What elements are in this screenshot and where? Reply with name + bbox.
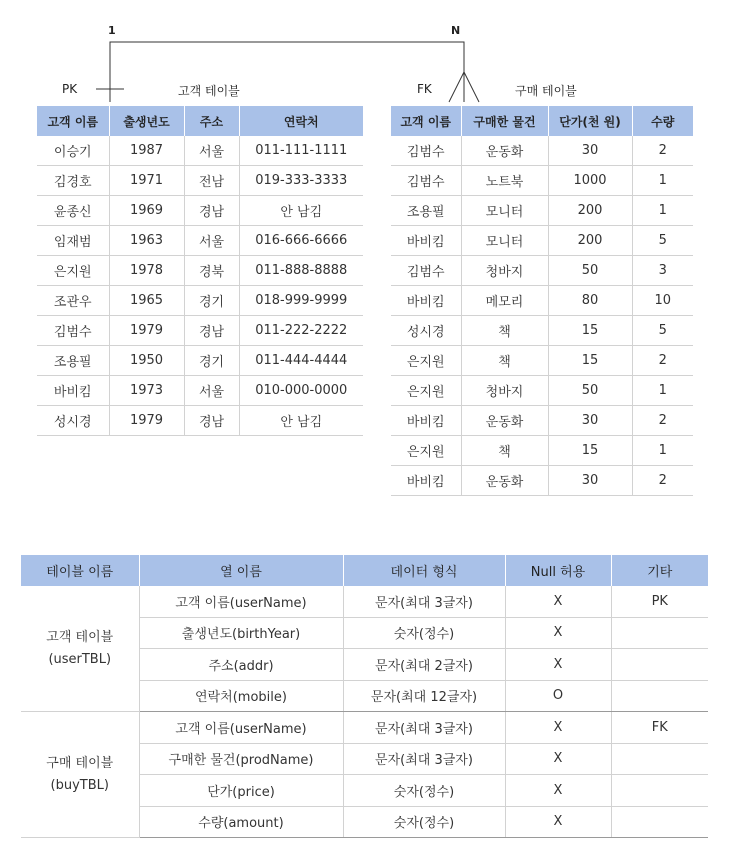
table-row (37, 166, 363, 196)
table-cell: 숫자(정수) (343, 617, 505, 649)
column-header: 기타 (611, 555, 708, 586)
table-cell: 바비킴 (391, 466, 461, 496)
table-cell: 1987 (109, 136, 184, 166)
table-cell: 3 (632, 256, 693, 286)
table-row (37, 406, 363, 436)
table-cell: 011-888-8888 (239, 256, 363, 286)
table-cell: 15 (548, 436, 632, 466)
table-cell: 숫자(정수) (343, 806, 505, 838)
pk-label: PK (62, 82, 78, 96)
table-cell: 메모리 (461, 286, 548, 316)
table-row (37, 196, 363, 226)
relationship-connector (0, 0, 731, 110)
table-cell: 1979 (109, 316, 184, 346)
table-cell: 1 (632, 166, 693, 196)
table-cell: 50 (548, 376, 632, 406)
column-header: 열 이름 (139, 555, 343, 586)
table-cell: 은지원 (391, 346, 461, 376)
table-cell: 책 (461, 316, 548, 346)
table-cell: 김범수 (391, 136, 461, 166)
crow-foot-right (464, 72, 479, 102)
table-cell: 서울 (184, 226, 239, 256)
table-cell: 이승기 (37, 136, 109, 166)
table-cell: 연락처(mobile) (139, 680, 343, 712)
table-cell: 011-111-1111 (239, 136, 363, 166)
table-cell: 주소(addr) (139, 649, 343, 681)
table-cell: 1978 (109, 256, 184, 286)
table-name-cell (21, 586, 139, 712)
table-cell: 경남 (184, 316, 239, 346)
table-row (391, 436, 693, 466)
table-row (391, 466, 693, 496)
table-cell: 50 (548, 256, 632, 286)
table-cell: PK (611, 586, 708, 617)
table-cell: 1 (632, 196, 693, 226)
table-row (391, 226, 693, 256)
table-cell: 80 (548, 286, 632, 316)
table-cell: 경기 (184, 286, 239, 316)
table-cell: 2 (632, 136, 693, 166)
table-cell: 안 남김 (239, 196, 363, 226)
table-cell (611, 775, 708, 807)
table-cell: 10 (632, 286, 693, 316)
table-cell: 200 (548, 196, 632, 226)
table-cell: 1000 (548, 166, 632, 196)
table-cell: X (505, 586, 611, 617)
table-cell: 은지원 (391, 376, 461, 406)
table-cell: 문자(최대 2글자) (343, 649, 505, 681)
column-header: 테이블 이름 (21, 555, 139, 586)
table-id: (userTBL) (48, 651, 112, 667)
table-name-cell (21, 712, 139, 838)
table-cell: 서울 (184, 376, 239, 406)
customer-table-title: 고객 테이블 (178, 84, 240, 98)
table-cell: 운동화 (461, 406, 548, 436)
table-cell: 1 (632, 436, 693, 466)
table-cell: 문자(최대 3글자) (343, 743, 505, 775)
table-cell: 책 (461, 346, 548, 376)
table-cell: 1 (632, 376, 693, 406)
table-row (391, 406, 693, 436)
table-cell: 019-333-3333 (239, 166, 363, 196)
one-cardinality-label: 1 (108, 24, 116, 37)
table-row (37, 316, 363, 346)
column-header: 수량 (632, 106, 693, 136)
table-cell: 30 (548, 466, 632, 496)
table-cell: 윤종신 (37, 196, 109, 226)
table-cell: 문자(최대 3글자) (343, 586, 505, 617)
table-cell: 모니터 (461, 226, 548, 256)
table-cell: X (505, 712, 611, 744)
table-row (37, 256, 363, 286)
table-header-row (391, 106, 693, 136)
table-cell: 2 (632, 346, 693, 376)
table-cell: 018-999-9999 (239, 286, 363, 316)
table-cell: 1971 (109, 166, 184, 196)
table-cell: 김경호 (37, 166, 109, 196)
table-cell: 단가(price) (139, 775, 343, 807)
table-cell (611, 806, 708, 838)
table-cell: 1963 (109, 226, 184, 256)
table-cell: 고객 이름(userName) (139, 586, 343, 617)
table-row (21, 586, 708, 617)
table-cell: FK (611, 712, 708, 744)
table-cell: 서울 (184, 136, 239, 166)
table-row (37, 226, 363, 256)
schema-table (21, 555, 708, 838)
table-cell: 임재범 (37, 226, 109, 256)
table-header-row (37, 106, 363, 136)
table-cell: 문자(최대 12글자) (343, 680, 505, 712)
table-cell: 1950 (109, 346, 184, 376)
table-cell: 바비킴 (391, 406, 461, 436)
table-cell: 011-444-4444 (239, 346, 363, 376)
column-header: 단가(천 원) (548, 106, 632, 136)
table-cell: 경기 (184, 346, 239, 376)
table-cell (611, 617, 708, 649)
table-cell: 출생년도(birthYear) (139, 617, 343, 649)
table-row (37, 346, 363, 376)
table-cell: 1969 (109, 196, 184, 226)
table-row (391, 376, 693, 406)
table-cell: 2 (632, 466, 693, 496)
table-row (37, 376, 363, 406)
table-row (391, 346, 693, 376)
table-row (37, 136, 363, 166)
table-cell: 안 남김 (239, 406, 363, 436)
table-name: 구매 테이블 (46, 755, 114, 771)
crow-foot-left (449, 72, 464, 102)
table-cell: 김범수 (391, 256, 461, 286)
table-cell: 010-000-0000 (239, 376, 363, 406)
table-cell: 청바지 (461, 376, 548, 406)
table-row (391, 316, 693, 346)
table-cell: 김범수 (391, 166, 461, 196)
table-cell: X (505, 617, 611, 649)
table-cell: 바비킴 (37, 376, 109, 406)
table-name: 고객 테이블 (46, 629, 114, 645)
table-cell: 1979 (109, 406, 184, 436)
table-cell: 은지원 (391, 436, 461, 466)
column-header: 데이터 형식 (343, 555, 505, 586)
table-cell: X (505, 743, 611, 775)
table-header-row (21, 555, 708, 586)
table-row (391, 136, 693, 166)
table-cell: O (505, 680, 611, 712)
table-cell: 15 (548, 316, 632, 346)
column-header: 구매한 물건 (461, 106, 548, 136)
table-cell (611, 743, 708, 775)
customer-table (37, 106, 363, 436)
column-header: 출생년도 (109, 106, 184, 136)
table-cell: 조관우 (37, 286, 109, 316)
table-cell: 경남 (184, 196, 239, 226)
purchase-table-title: 구매 테이블 (515, 84, 577, 98)
table-cell: 2 (632, 406, 693, 436)
table-cell: 조용필 (37, 346, 109, 376)
table-cell: 고객 이름(userName) (139, 712, 343, 744)
table-row (37, 286, 363, 316)
table-cell: 노트북 (461, 166, 548, 196)
table-cell: 5 (632, 316, 693, 346)
table-cell: 016-666-6666 (239, 226, 363, 256)
table-cell: 문자(최대 3글자) (343, 712, 505, 744)
column-header: 고객 이름 (391, 106, 461, 136)
column-header: Null 허용 (505, 555, 611, 586)
table-cell: 30 (548, 406, 632, 436)
table-cell: 책 (461, 436, 548, 466)
column-header: 연락처 (239, 106, 363, 136)
many-cardinality-label: N (451, 24, 461, 37)
purchase-table (391, 106, 693, 496)
table-cell: 구매한 물건(prodName) (139, 743, 343, 775)
table-id: (buyTBL) (50, 777, 109, 793)
table-cell: 30 (548, 136, 632, 166)
fk-label: FK (417, 82, 432, 96)
table-cell: X (505, 649, 611, 681)
table-cell: 운동화 (461, 136, 548, 166)
table-row (391, 256, 693, 286)
table-cell: X (505, 806, 611, 838)
table-row (21, 712, 708, 744)
column-header: 고객 이름 (37, 106, 109, 136)
table-cell: 모니터 (461, 196, 548, 226)
table-cell: 숫자(정수) (343, 775, 505, 807)
table-cell: 은지원 (37, 256, 109, 286)
table-row (391, 286, 693, 316)
table-cell: 청바지 (461, 256, 548, 286)
table-cell: 경남 (184, 406, 239, 436)
table-cell: 15 (548, 346, 632, 376)
table-cell: 1973 (109, 376, 184, 406)
table-cell: 운동화 (461, 466, 548, 496)
table-cell: 바비킴 (391, 286, 461, 316)
table-cell: X (505, 775, 611, 807)
table-row (391, 196, 693, 226)
table-cell: 김범수 (37, 316, 109, 346)
column-header: 주소 (184, 106, 239, 136)
table-cell: 1965 (109, 286, 184, 316)
table-cell: 경북 (184, 256, 239, 286)
table-cell (611, 680, 708, 712)
table-cell: 5 (632, 226, 693, 256)
table-cell: 200 (548, 226, 632, 256)
table-row (391, 166, 693, 196)
table-cell: 수량(amount) (139, 806, 343, 838)
table-cell: 성시경 (391, 316, 461, 346)
table-cell: 조용필 (391, 196, 461, 226)
table-cell: 성시경 (37, 406, 109, 436)
table-cell: 011-222-2222 (239, 316, 363, 346)
table-cell: 바비킴 (391, 226, 461, 256)
table-cell (611, 649, 708, 681)
table-cell: 전남 (184, 166, 239, 196)
